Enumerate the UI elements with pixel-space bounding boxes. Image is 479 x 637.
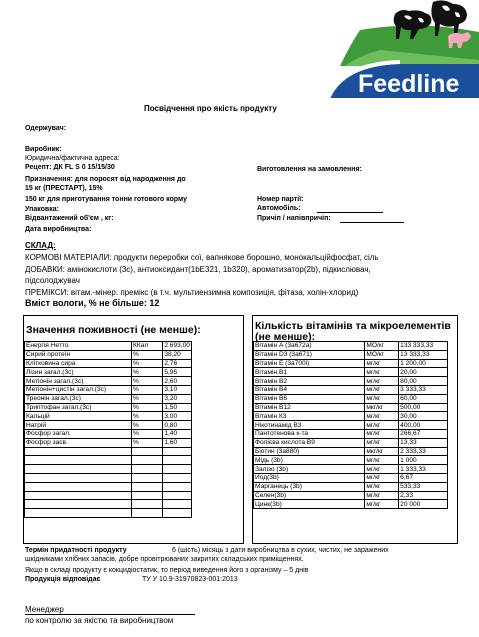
additives-line-1: ДОБАВКИ: амінокислоти (3с), антиоксидант(1bE321, 1b320), ароматизатор(2b), підкислювач, — [25, 265, 371, 274]
vitamin-name-cell: Вітамін К3 — [254, 412, 365, 421]
vitamin-name-cell: Нікотинамід В3 — [254, 421, 365, 430]
withdrawal-period: Якщо в складі продукту є кокцидіостатик, то період виведення його з організму – 5 днів — [25, 567, 309, 574]
nutrition-name-cell — [25, 491, 132, 500]
vitamin-unit-cell: мг/кг — [365, 394, 399, 403]
vitamin-row — [254, 473, 448, 482]
purpose-line-1: Призначення: для поросят від народження до — [25, 176, 186, 183]
nutrition-value-cell: 1,40 — [163, 429, 192, 438]
nutrition-name-cell — [25, 465, 132, 474]
vitamin-value-cell: 400,00 — [399, 421, 448, 430]
vitamin-unit-cell: мг/кг — [365, 456, 399, 465]
standard-value: ТУ У 10.9-31970823-001:2013 — [142, 576, 238, 583]
vitamin-value-cell: 20,00 — [399, 368, 448, 377]
vitamin-row — [254, 438, 448, 447]
document-title: Посвідчення про якість продукту — [144, 104, 277, 113]
nutrition-value-cell: 38,20 — [163, 350, 192, 359]
vitamin-unit-cell: МО/кг — [365, 342, 399, 351]
manager-role: по контролю за якістю та виробництвом — [25, 616, 174, 625]
nutrition-unit-cell: ККал — [131, 342, 162, 351]
vitamin-unit-cell: мг/кг — [365, 500, 399, 509]
nutrition-value-cell: 3,00 — [163, 412, 192, 421]
nutrition-unit-cell: % — [131, 368, 162, 377]
vitamin-value-cell: 1 000 — [399, 456, 448, 465]
nutrition-row — [25, 482, 192, 491]
shelf-life-text-2: шкідниками хлібних запасів, добре провітрюваних закритих складських приміщеннях. — [25, 556, 304, 563]
vitamin-value-cell: 2 333,33 — [399, 447, 448, 456]
nutrition-value-cell — [163, 482, 192, 491]
nutrition-unit-cell: % — [131, 377, 162, 386]
vitamin-name-cell: Вітамін Е (3а700і) — [254, 359, 365, 368]
nutrition-unit-cell: % — [131, 412, 162, 421]
vitamin-row — [254, 500, 448, 509]
vitamin-name-cell: Вітамін D3 (3а671) — [254, 350, 365, 359]
nutrition-unit-cell — [131, 500, 162, 509]
logo-graphic — [300, 0, 479, 100]
vitamin-value-cell: 80,00 — [399, 377, 448, 386]
vitamin-name-cell: Йод(3b) — [254, 473, 365, 482]
vitamin-unit-cell: мг/кг — [365, 465, 399, 474]
vitamin-name-cell: Марганець (3b) — [254, 482, 365, 491]
nutrition-row — [25, 342, 192, 351]
nutrition-name-cell: Фосфор загал. — [25, 429, 132, 438]
nutrition-name-cell: Треонін загал.(3с) — [25, 394, 132, 403]
vitamins-table — [253, 341, 448, 509]
vitamin-unit-cell: мг/кг — [365, 429, 399, 438]
vitamin-row — [254, 447, 448, 456]
nutrition-unit-cell: % — [131, 429, 162, 438]
vitamin-value-cell: 6,67 — [399, 473, 448, 482]
vitamin-value-cell: 20 000 — [399, 500, 448, 509]
vitamin-row — [254, 368, 448, 377]
nutrition-value-cell: 1,50 — [163, 403, 192, 412]
vitamin-value-cell: 30,00 — [399, 412, 448, 421]
nutrition-unit-cell — [131, 465, 162, 474]
vitamin-value-cell: 1 333,33 — [399, 465, 448, 474]
vitamin-name-cell: Пантотенова к-та — [254, 429, 365, 438]
vitamin-row — [254, 342, 448, 351]
vitamin-name-cell: Біотин (3а880) — [254, 447, 365, 456]
vitamins-heading-line-2: (не менше): — [255, 331, 316, 343]
nutrition-name-cell: Сирий протеїн — [25, 350, 132, 359]
feed-materials: КОРМОВІ МАТЕРІАЛИ: продукти переробки сої, вапнякове борошно, монокальційфосфат, сіль — [25, 253, 379, 262]
nutrition-unit-cell: % — [131, 403, 162, 412]
vitamin-unit-cell: мг/кг — [365, 482, 399, 491]
vitamin-name-cell: Селен(3b) — [254, 491, 365, 500]
brand-wordmark: Feedline — [358, 70, 460, 98]
nutrition-name-cell — [25, 447, 132, 456]
nutrition-unit-cell — [131, 491, 162, 500]
nutrition-row — [25, 377, 192, 386]
nutrition-name-cell — [25, 456, 132, 465]
vitamin-row — [254, 350, 448, 359]
purpose-line-3: 150 кг для приготування тонни готового корму — [25, 196, 187, 203]
vitamin-row — [254, 482, 448, 491]
nutrition-value-cell: 2,76 — [163, 359, 192, 368]
vitamin-row — [254, 421, 448, 430]
nutrition-unit-cell: % — [131, 394, 162, 403]
nutrition-row — [25, 394, 192, 403]
nutrition-unit-cell — [131, 456, 162, 465]
vitamin-name-cell: Вітамін В4 — [254, 385, 365, 394]
nutrition-row — [25, 509, 192, 518]
nutrition-value-cell — [163, 465, 192, 474]
standard-label: Продукція відповідає — [25, 576, 101, 583]
nutrition-unit-cell: % — [131, 385, 162, 394]
moisture-content: Вміст вологи, % не більше: 12 — [25, 298, 160, 308]
nutrition-row — [25, 403, 192, 412]
nutrition-unit-cell — [131, 473, 162, 482]
nutrition-row — [25, 491, 192, 500]
nutrition-name-cell — [25, 482, 132, 491]
nutrition-value-cell: 5,95 — [163, 368, 192, 377]
nutrition-row — [25, 500, 192, 509]
vitamin-value-cell: 60,00 — [399, 394, 448, 403]
nutrition-row — [25, 429, 192, 438]
nutrition-unit-cell: % — [131, 359, 162, 368]
additives-line-2: підсолоджувач — [25, 276, 80, 285]
nutrition-value-cell — [163, 491, 192, 500]
shipped-volume-label: Відвантажений об'єм , кг: — [25, 215, 114, 222]
vitamin-unit-cell: мкг/кг — [365, 403, 399, 412]
nutrition-value-cell — [163, 473, 192, 482]
vitamin-row — [254, 394, 448, 403]
nutrition-value-cell: 3,10 — [163, 385, 192, 394]
order-date-label: Виготовлення на замовлення: — [257, 166, 362, 173]
vitamin-unit-cell: мг/кг — [365, 385, 399, 394]
vitamin-unit-cell: мг/кг — [365, 438, 399, 447]
manufacture-date-label: Дата виробництва: — [25, 226, 92, 233]
vitamins-heading-line-1: Кількість вітамінів та мікроелементів — [255, 320, 451, 332]
nutrition-row — [25, 456, 192, 465]
nutrition-unit-cell: % — [131, 421, 162, 430]
nutrition-value-cell — [163, 500, 192, 509]
vitamin-unit-cell: мкг/кг — [365, 447, 399, 456]
vitamin-row — [254, 377, 448, 386]
nutrition-row — [25, 368, 192, 377]
nutrition-unit-cell — [131, 447, 162, 456]
shelf-life-text: 6 (шість) місяць з дати виробництва в сухих, чистих, не заражених — [172, 547, 389, 554]
vitamin-value-cell: 533,33 — [399, 482, 448, 491]
nutrition-name-cell: Клітковина сира — [25, 359, 132, 368]
nutrition-value-cell: 2 693,00 — [164, 342, 190, 350]
nutrition-unit-cell: % — [131, 350, 162, 359]
vitamin-name-cell: Цинк(3b) — [254, 500, 365, 509]
vitamin-unit-cell: мг/кг — [365, 473, 399, 482]
nutrition-value-cell: 1,60 — [163, 438, 192, 447]
nutrition-value-cell — [163, 456, 192, 465]
vitamin-name-cell: Вітамін А (3а672а) — [254, 342, 365, 351]
trailer-label: Причіп / напівпричіп: — [257, 215, 331, 222]
vitamin-value-cell: 13,33 — [399, 438, 448, 447]
vitamin-row — [254, 412, 448, 421]
trailer-underline — [340, 222, 404, 223]
vitamin-row — [254, 456, 448, 465]
vitamin-name-cell: Залізо (3b) — [254, 465, 365, 474]
nutrition-name-cell: Кальцій — [25, 412, 132, 421]
nutrition-row — [25, 438, 192, 447]
vitamin-unit-cell: мг/кг — [365, 359, 399, 368]
purpose-line-2: 15 кг (ПРЕСТАРТ), 15% — [25, 185, 103, 192]
nutrition-row — [25, 447, 192, 456]
nutrition-name-cell: Фосфор засв. — [25, 438, 132, 447]
vitamin-row — [254, 429, 448, 438]
nutrition-row — [25, 465, 192, 474]
manager-label: Менеджер — [25, 605, 64, 614]
nutrition-value-cell: 0,80 — [163, 421, 192, 430]
nutrition-name-cell: Енергія Нетто — [25, 342, 132, 351]
vitamin-value-cell: 1 200,00 — [399, 359, 448, 368]
nutrition-name-cell: Метіонін+цистін загал.(3с) — [25, 385, 132, 394]
vitamin-name-cell: Фолієва кислота В9 — [254, 438, 365, 447]
vitamin-name-cell: Вітамін В1 — [254, 368, 365, 377]
premixes: ПРЕМІКСИ: вітам.-мінер. премікс (в т.ч. мультиензимна композиція, фітаза, холін-хлорид) — [25, 288, 359, 297]
nutrition-unit-cell — [131, 482, 162, 491]
vitamin-name-cell: Мідь (3b) — [254, 456, 365, 465]
shelf-life-label: Термін придатності продукту — [25, 547, 127, 554]
vitamin-value-cell: 13 333,33 — [399, 350, 448, 359]
nutrition-row — [25, 385, 192, 394]
nutrition-name-cell: Натрій — [25, 421, 132, 430]
nutrition-heading: Значення поживності (не менше): — [26, 324, 201, 336]
vehicle-label: Автомобіль: — [257, 205, 301, 212]
vitamin-name-cell: Вітамін В12 — [254, 403, 365, 412]
vitamin-name-cell: Вітамін В2 — [254, 377, 365, 386]
nutrition-value-cell — [163, 447, 192, 456]
vitamin-unit-cell: мг/кг — [365, 421, 399, 430]
address-label: Юридична/фактична адреса: — [25, 155, 120, 162]
vitamin-value-cell: 3 333,33 — [399, 385, 448, 394]
composition-heading: СКЛАД: — [25, 241, 56, 250]
vitamin-row — [254, 359, 448, 368]
nutrition-table — [24, 341, 192, 518]
nutrition-unit-cell — [131, 509, 162, 518]
vitamin-row — [254, 491, 448, 500]
packaging-label: Упаковка: — [25, 206, 59, 213]
nutrition-name-cell: Метіонін загал.(3с) — [25, 377, 132, 386]
nutrition-row — [25, 473, 192, 482]
nutrition-name-cell: Триптофан загал.(3с) — [25, 403, 132, 412]
nutrition-unit-cell: % — [131, 438, 162, 447]
vitamin-value-cell: 133 333,33 — [399, 342, 448, 351]
nutrition-value-cell: 3,20 — [163, 394, 192, 403]
vitamin-value-cell: 2,33 — [399, 491, 448, 500]
batch-number-label: Номер партії: — [257, 196, 304, 203]
nutrition-name-cell — [25, 473, 132, 482]
manufacturer-label: Виробник: — [25, 146, 62, 153]
nutrition-row — [25, 421, 192, 430]
nutrition-name-cell — [25, 500, 132, 509]
nutrition-value-cell: 2,60 — [163, 377, 192, 386]
recipient-label: Одержувач: — [25, 125, 66, 132]
vehicle-underline — [317, 212, 383, 213]
signature-line — [25, 614, 195, 615]
vitamin-unit-cell: мг/кг — [365, 412, 399, 421]
nutrition-row — [25, 412, 192, 421]
vitamin-unit-cell: мг/кг — [365, 491, 399, 500]
nutrition-row — [25, 359, 192, 368]
recipe-label: Рецепт: ДК FL S 0 15/15/30 — [25, 164, 115, 171]
vitamin-row — [254, 385, 448, 394]
nutrition-row — [25, 350, 192, 359]
vitamin-row — [254, 465, 448, 474]
vitamin-unit-cell: мг/кг — [365, 377, 399, 386]
nutrition-name-cell — [25, 509, 132, 518]
nutrition-name-cell: Лізин загал.(3с) — [25, 368, 132, 377]
vitamin-value-cell: 266,67 — [399, 429, 448, 438]
vitamin-value-cell: 500,00 — [399, 403, 448, 412]
vitamin-row — [254, 403, 448, 412]
vitamin-unit-cell: мг/кг — [365, 368, 399, 377]
vitamin-name-cell: Вітамін В6 — [254, 394, 365, 403]
feedline-logo — [300, 0, 479, 100]
nutrition-value-cell — [163, 509, 192, 518]
vitamin-unit-cell: МО/кг — [365, 350, 399, 359]
